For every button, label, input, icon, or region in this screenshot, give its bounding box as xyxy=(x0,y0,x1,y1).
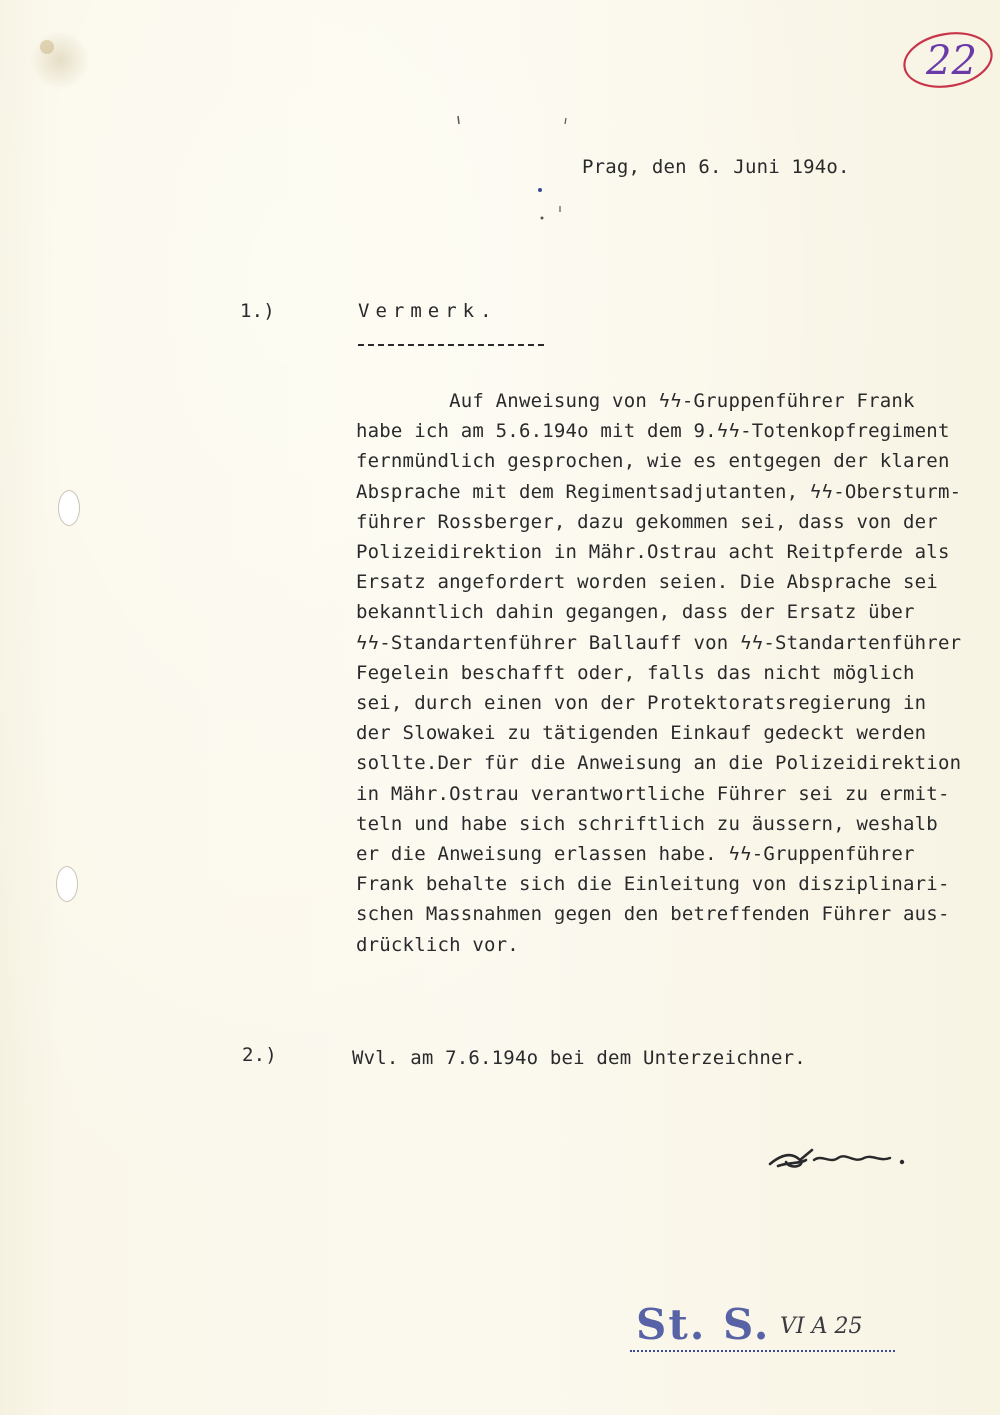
stamp-reference: VI A 25 xyxy=(780,1314,863,1339)
stray-marks xyxy=(450,110,580,230)
memo-body-line: teln und habe sich schriftlich zu äussern, weshalb xyxy=(356,812,938,835)
punch-hole xyxy=(58,490,80,526)
memo-body-line: er die Anweisung erlassen habe. ϟϟ-Gruppenführer xyxy=(356,843,915,866)
item-number: 1.) xyxy=(240,300,275,322)
memo-body-line: schen Massnahmen gegen den betreffenden Führer aus- xyxy=(356,903,950,926)
memo-heading: Vermerk. xyxy=(358,300,498,322)
memo-body-line: ϟϟ-Standartenführer Ballauff von ϟϟ-Standartenführer xyxy=(356,631,962,654)
memo-body-line: drücklich vor. xyxy=(356,933,519,956)
memo-body-line: Absprache mit dem Regimentsadjutanten, ϟϟ-Obersturm- xyxy=(356,480,962,503)
paper-stain xyxy=(40,40,54,54)
memo-body-line: sei, durch einen von der Protektoratsregierung in xyxy=(356,692,927,715)
memo-body-line: bekanntlich dahin gegangen, dass der Ersatz über xyxy=(356,601,915,624)
memo-body-line: führer Rossberger, dazu gekommen sei, dass von der xyxy=(356,510,938,533)
memo-body-line: Ersatz angefordert worden seien. Die Absprache sei xyxy=(356,571,938,594)
heading-underline xyxy=(358,344,544,346)
memo-body-line: in Mähr.Ostrau verantwortliche Führer sei zu ermit- xyxy=(356,782,950,805)
memo-body-line: der Slowakei zu tätigenden Einkauf gedeckt werden xyxy=(356,722,927,745)
handwritten-signature xyxy=(760,1130,920,1190)
follow-up-note: Wvl. am 7.6.194o bei dem Unterzeichner. xyxy=(352,1047,806,1069)
paper-stain xyxy=(30,30,90,90)
stamp-underline xyxy=(630,1350,895,1352)
memo-body-line: sollte.Der für die Anweisung an die Polizeidirektion xyxy=(356,752,962,775)
registry-stamp xyxy=(630,1298,900,1360)
stamp-text: St. S. xyxy=(636,1300,771,1349)
date-line: Prag, den 6. Juni 194o. xyxy=(582,156,850,178)
punch-hole xyxy=(56,866,78,902)
memo-body-line: Frank behalte sich die Einleitung von disziplinari- xyxy=(356,873,950,896)
memo-body-line: fernmündlich gesprochen, wie es entgegen der klaren xyxy=(356,450,950,473)
item-number: 2.) xyxy=(242,1044,277,1066)
folio-mark xyxy=(900,18,1000,98)
folio-number: 22 xyxy=(926,38,977,84)
memo-body xyxy=(356,386,961,960)
memo-body-line: Fegelein beschafft oder, falls das nicht möglich xyxy=(356,661,915,684)
memo-body-line: Auf Anweisung von ϟϟ-Gruppenführer Frank xyxy=(356,390,915,412)
memo-body-line: Polizeidirektion in Mähr.Ostrau acht Reitpferde als xyxy=(356,541,950,564)
memo-body-line: habe ich am 5.6.194o mit dem 9.ϟϟ-Totenkopfregiment xyxy=(356,420,950,443)
